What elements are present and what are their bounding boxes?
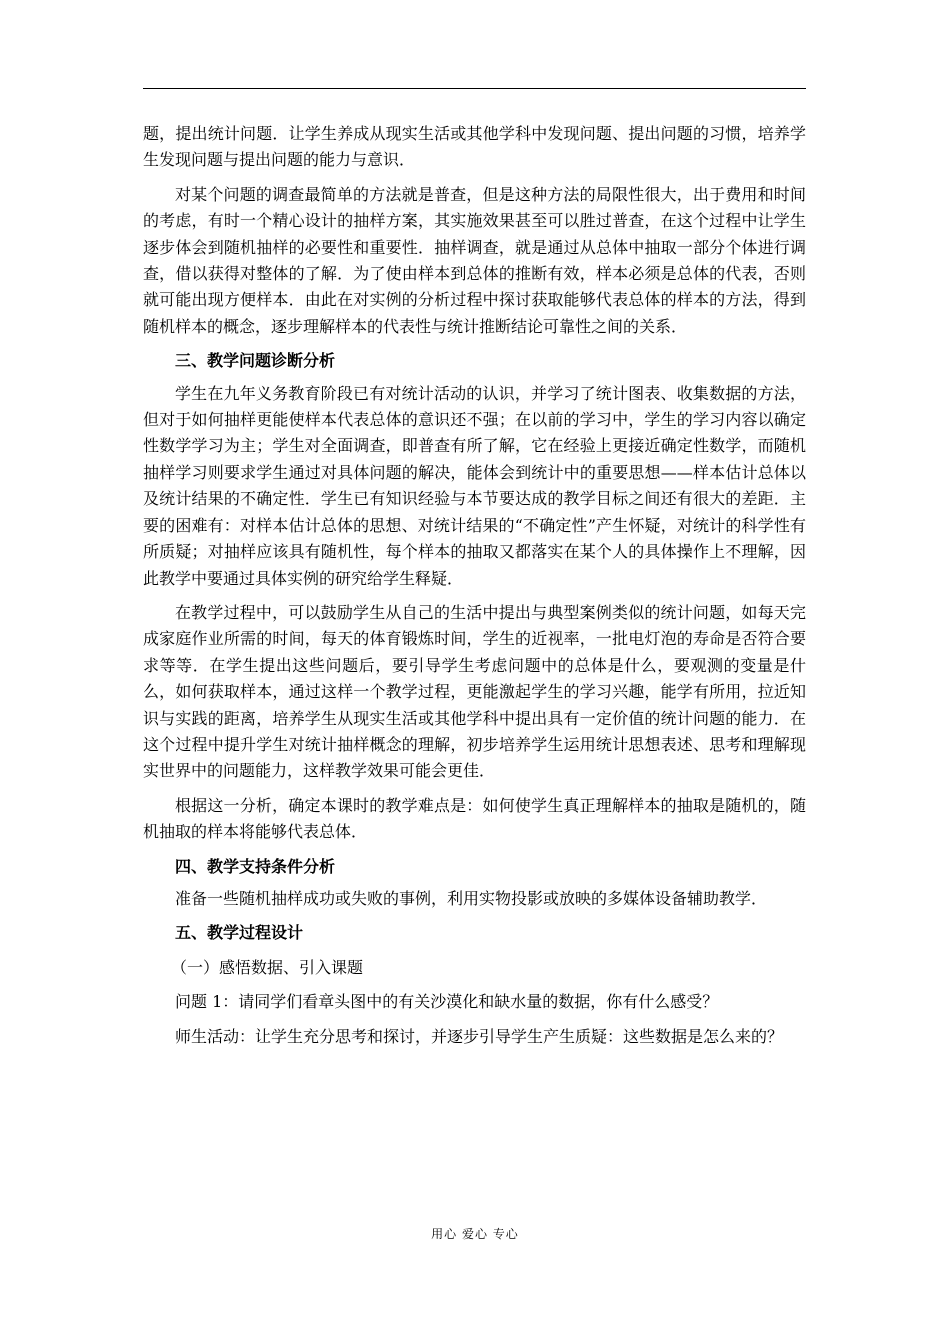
document-body <box>143 121 806 1050</box>
subsection-heading-1: （一）感悟数据、引入课题 <box>171 957 364 977</box>
paragraph-diagnosis: 学生在九年义务教育阶段已有对统计活动的认识，并学习了统计图表、收集数据的方法，但对于如何抽样更能使样本代表总体的意识还不强；在以前的学习中，学生的学习内容以确定性数学学习为主；学生对全面调查，即普查有所了解，它在经验上更接近确定性数学，而随机抽样学习则要求学生通过对具体问题的解决，能体会到统计中的重要思想——样本估计总体以及统计结果的不确定性．学生已有知识经验与本节要达成的教学目标之间还有很大的差距．主要的困难有：对样本估计总体的思想、对统计结果的“不确定性”产生怀疑，对统计的科学性有所质疑；对抽样应该具有随机性，每个样本的抽取又都落实在某个人的具体操作上不理解，因此教学中要通过具体实例的研究给学生释疑． <box>143 383 806 588</box>
section-heading-5: 五、教学过程设计 <box>175 923 304 943</box>
paragraph-question-1: 问题 1：请同学们看章头图中的有关沙漠化和缺水量的数据，你有什么感受？ <box>175 992 719 1012</box>
page-footer: 用心 爱心 专心 <box>431 1227 519 1241</box>
paragraph-census-sampling: 对某个问题的调查最简单的方法就是普查，但是这种方法的局限性很大，出于费用和时间的考虑，有时一个精心设计的抽样方案，其实施效果甚至可以胜过普查，在这个过程中让学生逐步体会到随机抽样的必要性和重要性．抽样调查，就是通过从总体中抽取一部分个体进行调查，借以获得对整体的了解．为了使由样本到总体的推断有效，样本必须是总体的代表，否则就可能出现方便样本．由此在对实例的分析过程中探讨获取能够代表总体的样本的方法，得到随机样本的概念，逐步理解样本的代表性与统计推断结论可靠性之间的关系． <box>143 184 806 336</box>
paragraph-activity: 师生活动：让学生充分思考和探讨，并逐步引导学生产生质疑：这些数据是怎么来的？ <box>175 1026 784 1046</box>
paragraph-support: 准备一些随机抽样成功或失败的事例，利用实物投影或放映的多媒体设备辅助教学． <box>175 888 768 908</box>
section-heading-3: 三、教学问题诊断分析 <box>175 351 336 371</box>
paragraph-continued: 题，提出统计问题．让学生养成从现实生活或其他学科中发现问题、提出问题的习惯，培养学生发现问题与提出问题的能力与意识． <box>143 124 806 170</box>
paragraph-teaching-process: 在教学过程中，可以鼓励学生从自己的生活中提出与典型案例类似的统计问题，如每天完成家庭作业所需的时间，每天的体育锻炼时间，学生的近视率，一批电灯泡的寿命是否符合要求等等．在学生提出这些问题后，要引导学生考虑问题中的总体是什么，要观测的变量是什么，如何获取样本，通过这样一个教学过程，更能激起学生的学习兴趣，能学有所用，拉近知识与实践的距离，培养学生从现实生活或其他学科中提出具有一定价值的统计问题的能力．在这个过程中提升学生对统计抽样概念的理解，初步培养学生运用统计思想表述、思考和理解现实世界中的问题能力，这样教学效果可能会更佳． <box>143 602 806 781</box>
header-rule <box>143 88 806 89</box>
section-heading-4: 四、教学支持条件分析 <box>175 856 336 876</box>
paragraph-difficulty: 根据这一分析，确定本课时的教学难点是：如何使学生真正理解样本的抽取是随机的，随机抽取的样本将能够代表总体． <box>143 795 806 842</box>
